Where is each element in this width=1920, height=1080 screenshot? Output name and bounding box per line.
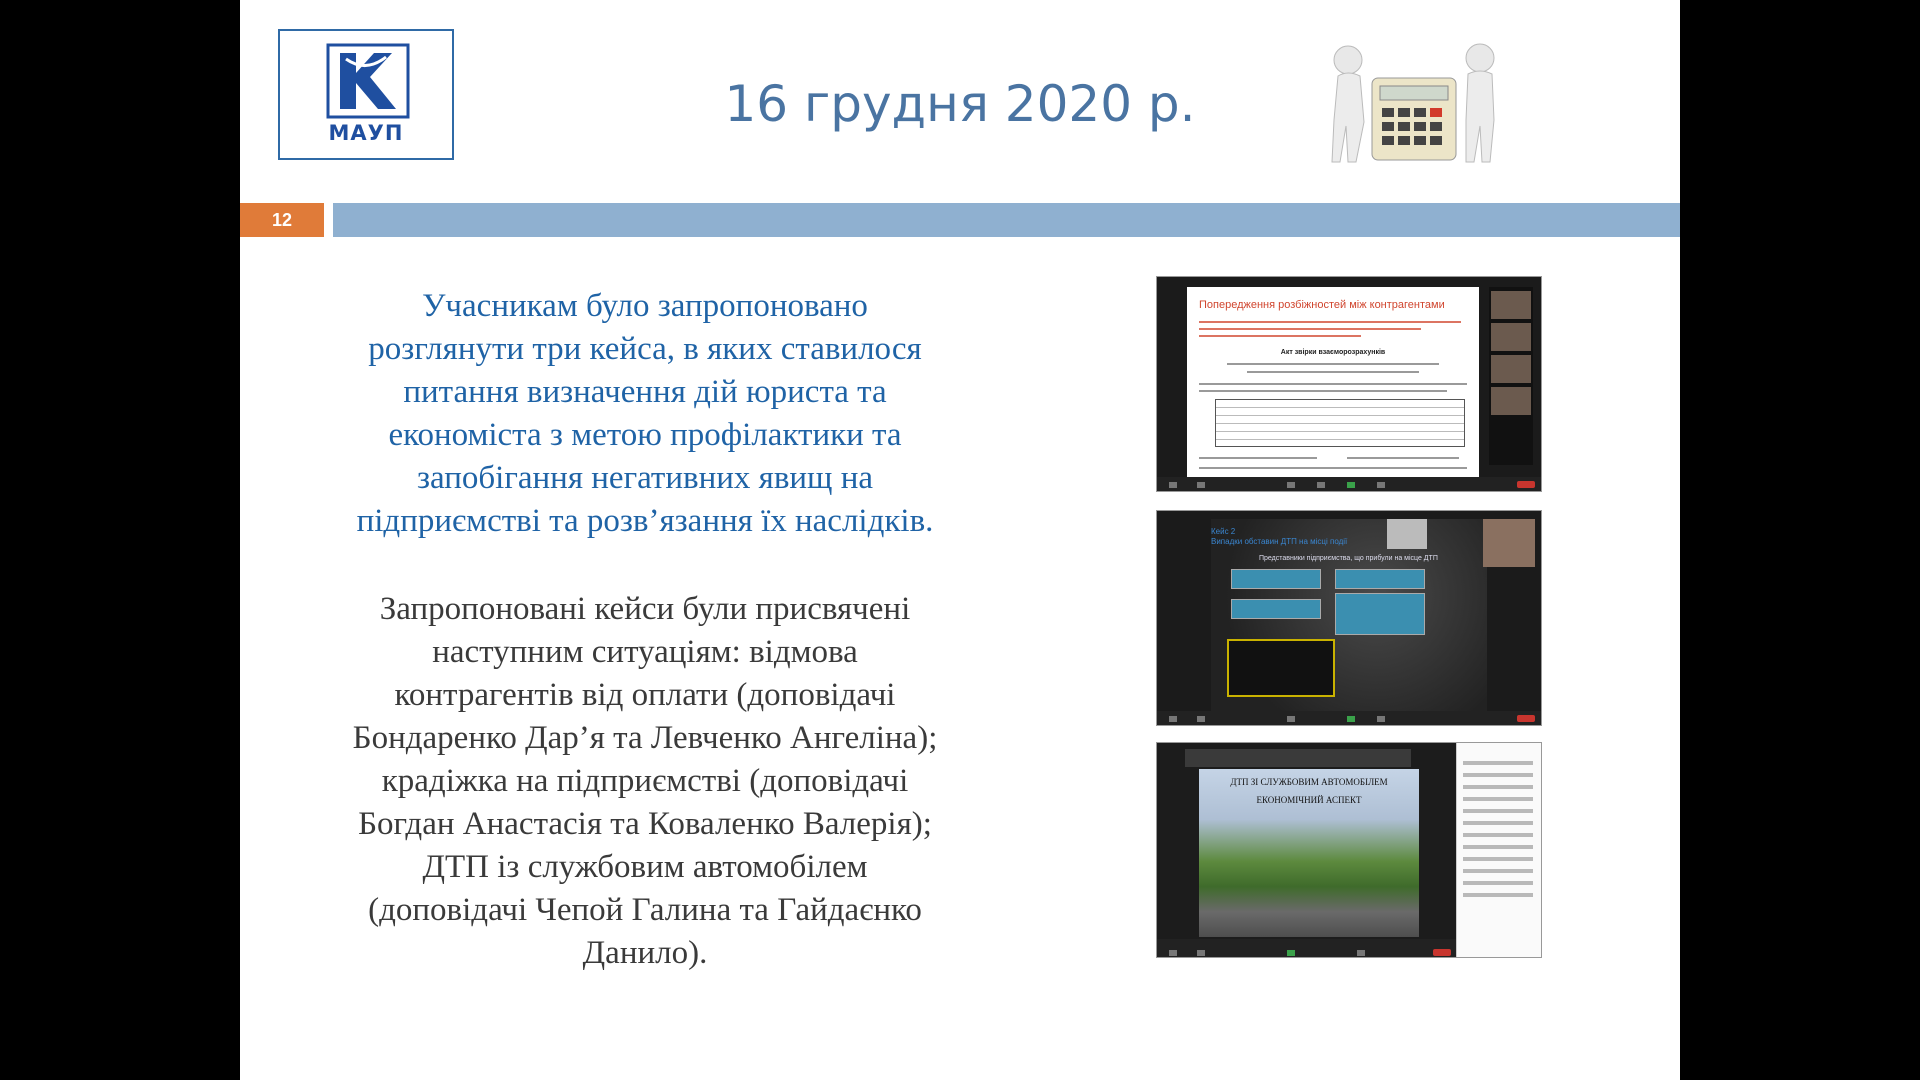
record-icon [1377, 482, 1385, 488]
presentation-title [1211, 527, 1347, 547]
presentation-subtitle: Представники підприємства, що прибули на місце ДТП [1259, 555, 1438, 562]
participant-video-tile [1491, 323, 1531, 351]
participant-row [1463, 881, 1533, 885]
participant-video-tile [1491, 291, 1531, 319]
case1-screenshot [1156, 276, 1542, 492]
document-text-line [1199, 467, 1467, 469]
participant-row [1463, 797, 1533, 801]
presentation-slide-highway [1199, 769, 1419, 937]
mute-icon [1169, 716, 1177, 722]
presentation-title-line: Кейс 2 [1211, 527, 1236, 536]
document-red-line [1199, 328, 1421, 330]
slide [240, 0, 1680, 1080]
participant-video-tile [1491, 387, 1531, 415]
document-text-line [1347, 457, 1459, 459]
maup-logo [278, 29, 454, 160]
document-view [1187, 287, 1479, 477]
document-title: Акт звірки взаєморозрахунків [1280, 349, 1386, 356]
share-screen-icon [1347, 716, 1355, 722]
presentation-slide [1211, 519, 1487, 711]
participant-row [1463, 761, 1533, 765]
participant-row [1463, 833, 1533, 837]
meeting-toolbar [1157, 939, 1457, 958]
slide-title: 16 грудня 2020 р. [724, 75, 1196, 133]
document-heading: Попередження розбіжностей між контрагентами [1199, 299, 1445, 311]
document-red-line [1199, 321, 1461, 323]
document-red-line [1199, 335, 1361, 337]
record-icon [1357, 950, 1365, 956]
document-text-line [1227, 363, 1439, 365]
presentation-caption: ДТП ЗІ СЛУЖБОВИМ АВТОМОБІЛЕМ [1230, 777, 1388, 787]
mute-icon [1169, 482, 1177, 488]
participant-row [1463, 893, 1533, 897]
share-screen-icon [1347, 482, 1355, 488]
page-number: 12 [240, 203, 324, 237]
share-screen-icon [1287, 950, 1295, 956]
intro-paragraph: Учасникам було запропоновано розглянути три кейса, в яких ставилося питання визначення дій юриста та економіста з метою профілактики та запобігання негативних явищ на підприємстві та розв’язання їх наслідків. [356, 288, 934, 539]
participant-row [1463, 809, 1533, 813]
presentation-box [1231, 599, 1321, 619]
presentation-box [1335, 593, 1425, 635]
participant-row [1463, 857, 1533, 861]
participant-row [1463, 845, 1533, 849]
record-icon [1377, 716, 1385, 722]
participant-row [1463, 869, 1533, 873]
participant-video-tile [1491, 355, 1531, 383]
end-meeting-button [1517, 715, 1535, 722]
presentation-caption: ЕКОНОМІЧНИЙ АСПЕКТ [1256, 795, 1362, 805]
participant-row [1463, 773, 1533, 777]
video-icon [1197, 482, 1205, 488]
cases-paragraph: Запропоновані кейси були присвячені наступним ситуаціям: відмова контрагентів від оплати (доповідачі Бондаренко Дар’я та Левченко Ангеліна); крадіжка на підприємстві (доповідачі Богдан Анастасія та Коваленко Валерія); ДТП із службовим автомобілем (доповідачі Чепой Галина та Гайдаєнко Данило). [352, 591, 938, 971]
header-divider-bar [333, 203, 1680, 237]
document-text-line [1199, 383, 1467, 385]
mute-icon [1169, 950, 1177, 956]
participants-icon [1287, 716, 1295, 722]
maup-emblem-icon [326, 43, 410, 119]
logo-text: МАУП [328, 121, 404, 145]
participant-video-strip [1185, 749, 1411, 767]
participants-icon [1287, 482, 1295, 488]
case3-screenshot [1156, 742, 1542, 958]
participant-row [1463, 785, 1533, 789]
dtp-logo [1387, 519, 1427, 549]
participant-video-tile [1483, 519, 1535, 567]
reconciliation-table [1215, 399, 1465, 447]
video-icon [1197, 716, 1205, 722]
presentation-box [1231, 569, 1321, 589]
end-meeting-button [1517, 481, 1535, 488]
presentation-title-line: Випадки обставин ДТП на місці події [1211, 537, 1348, 546]
meeting-toolbar [1157, 711, 1541, 725]
document-text-line [1199, 457, 1317, 459]
calculator-people-illustration [1320, 22, 1500, 172]
chat-icon [1317, 482, 1325, 488]
meeting-toolbar [1157, 477, 1541, 491]
case2-screenshot [1156, 510, 1542, 726]
document-text-line [1247, 371, 1419, 373]
video-icon [1197, 950, 1205, 956]
presentation-note-box [1227, 639, 1335, 697]
participants-panel [1456, 743, 1541, 958]
end-meeting-button [1433, 949, 1451, 956]
meeting-view [1157, 743, 1457, 958]
participant-video-column [1489, 287, 1533, 465]
participant-row [1463, 821, 1533, 825]
presentation-box [1335, 569, 1425, 589]
document-text-line [1199, 390, 1447, 392]
